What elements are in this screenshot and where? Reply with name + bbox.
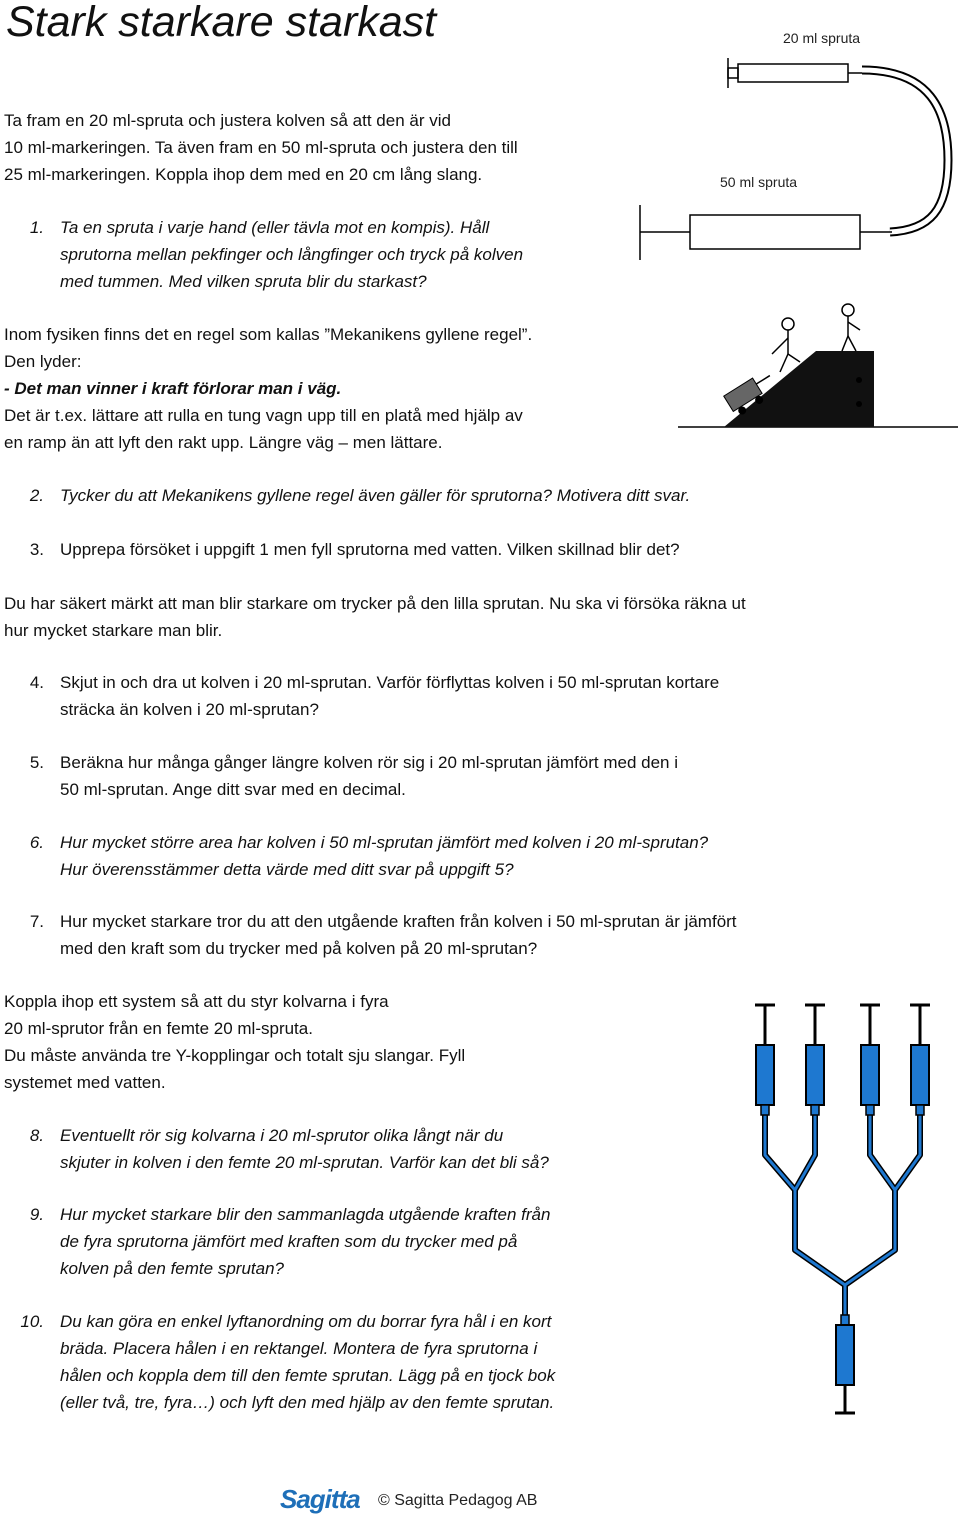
person-on-ramp-icon: [772, 318, 800, 372]
syringe-50ml-icon: [640, 205, 892, 260]
syringes-hose-figure: [630, 40, 960, 300]
question-10-line-1: Du kan göra en enkel lyftanordning om du borrar fyra hål i en kort: [60, 1312, 552, 1331]
hose-icon: [862, 70, 948, 232]
mid-line-2: hur mycket starkare man blir.: [4, 621, 223, 640]
question-4-line-1: Skjut in och dra ut kolven i 20 ml-sprutan. Varför förflyttas kolven i 50 ml-sprutan kortare: [60, 673, 720, 692]
intro-line-2: 10 ml-markeringen. Ta även fram en 50 ml-spruta och justera den till: [4, 138, 518, 157]
syringe-bottom-icon: [835, 1315, 855, 1413]
question-3-text: Upprepa försöket i uppgift 1 men fyll sprutorna med vatten. Vilken skillnad blir det?: [60, 540, 680, 559]
rule-line-5: en ramp än att lyft den rakt upp. Längre väg – men lättare.: [4, 433, 443, 452]
person-on-platform-icon: [842, 304, 860, 351]
question-7-line-2: med den kraft som du trycker med på kolven på 20 ml-sprutan?: [60, 939, 538, 958]
syringe-20ml-icon: [728, 58, 862, 88]
question-1-line-2: sprutorna mellan pekfinger och långfinger och tryck på kolven: [60, 245, 524, 264]
rule-line-4: Det är t.ex. lättare att rulla en tung vagn upp till en platå med hjälp av: [4, 406, 523, 425]
system-line-2: 20 ml-sprutor från en femte 20 ml-spruta.: [4, 1019, 313, 1038]
rule-line-1: Inom fysiken finns det en regel som kallas ”Mekanikens gyllene regel”.: [4, 325, 533, 344]
label-20ml-syringe: 20 ml spruta: [783, 30, 861, 46]
question-8-number: 8.: [29, 1126, 44, 1145]
question-9-line-1: Hur mycket starkare blir den sammanlagda utgående kraften från: [60, 1205, 551, 1224]
sagitta-logo: Sagitta: [280, 1484, 360, 1514]
question-2-text: Tycker du att Mekanikens gyllene regel även gäller för sprutorna? Motivera ditt svar.: [60, 486, 691, 505]
rule-statement: - Det man vinner i kraft förlorar man i väg.: [4, 379, 342, 398]
label-50ml-syringe: 50 ml spruta: [720, 174, 798, 190]
question-1-number: 1.: [29, 218, 44, 237]
intro-line-1: Ta fram en 20 ml-spruta och justera kolven så att den är vid: [4, 111, 451, 130]
question-1-line-3: med tummen. Med vilken spruta blir du starkast?: [60, 272, 427, 291]
copyright-text: © Sagitta Pedagog AB: [378, 1492, 538, 1509]
syringe-top-3-icon: [860, 1005, 880, 1115]
system-line-3: Du måste använda tre Y-kopplingar och totalt sju slangar. Fyll: [4, 1046, 466, 1065]
syringe-top-1-icon: [755, 1005, 775, 1115]
mid-line-1: Du har säkert märkt att man blir starkare om trycker på den lilla sprutan. Nu ska vi försöka räkna ut: [4, 594, 746, 613]
intro-line-3: 25 ml-markeringen. Koppla ihop dem med en 20 cm lång slang.: [4, 165, 483, 184]
question-2-number: 2.: [29, 486, 44, 505]
question-5-number: 5.: [29, 753, 44, 772]
system-line-4: systemet med vatten.: [4, 1073, 166, 1092]
question-5-line-1: Beräkna hur många gånger längre kolven rör sig i 20 ml-sprutan jämfört med den i: [60, 753, 678, 772]
question-6-line-1: Hur mycket större area har kolven i 50 ml-sprutan jämfört med kolven i 20 ml-sprutan?: [60, 833, 709, 852]
ramp-figure: [676, 296, 960, 430]
question-10-line-3: hålen och koppla dem till den femte sprutan. Lägg på en tjock bok: [60, 1366, 556, 1385]
question-10-line-4: (eller två, tre, fyra…) och lyft den med hjälp av den femte sprutan.: [60, 1393, 555, 1412]
question-9-line-3: kolven på den femte sprutan?: [60, 1259, 284, 1278]
system-line-1: Koppla ihop ett system så att du styr kolvarna i fyra: [4, 992, 389, 1011]
question-5-line-2: 50 ml-sprutan. Ange ditt svar med en decimal.: [60, 780, 406, 799]
syringe-top-4-icon: [910, 1005, 930, 1115]
question-6-line-2: Hur överensstämmer detta värde med ditt svar på uppgift 5?: [60, 860, 514, 879]
question-9-number: 9.: [29, 1205, 44, 1224]
question-1-line-1: Ta en spruta i varje hand (eller tävla mot en kompis). Håll: [60, 218, 490, 237]
syringe-top-2-icon: [805, 1005, 825, 1115]
question-4-line-2: sträcka än kolven i 20 ml-sprutan?: [60, 700, 319, 719]
question-4-number: 4.: [29, 673, 44, 692]
question-10-line-2: bräda. Placera hålen i en rektangel. Montera de fyra sprutorna i: [60, 1339, 538, 1358]
syringe-system-figure: [730, 995, 960, 1425]
rule-line-2: Den lyder:: [4, 352, 82, 371]
page-title: Stark starkare starkast: [6, 0, 437, 46]
question-6-number: 6.: [29, 833, 44, 852]
question-8-line-1: Eventuellt rör sig kolvarna i 20 ml-sprutor olika långt när du: [60, 1126, 504, 1145]
question-3-number: 3.: [29, 540, 44, 559]
question-10-number: 10.: [20, 1312, 44, 1331]
question-9-line-2: de fyra sprutorna jämfört med kraften som du trycker med på: [60, 1232, 518, 1251]
question-7-line-1: Hur mycket starkare tror du att den utgående kraften från kolven i 50 ml-sprutan är jämfört: [60, 912, 737, 931]
question-7-number: 7.: [29, 912, 44, 931]
question-8-line-2: skjuter in kolven i den femte 20 ml-sprutan. Varför kan det bli så?: [60, 1153, 549, 1172]
